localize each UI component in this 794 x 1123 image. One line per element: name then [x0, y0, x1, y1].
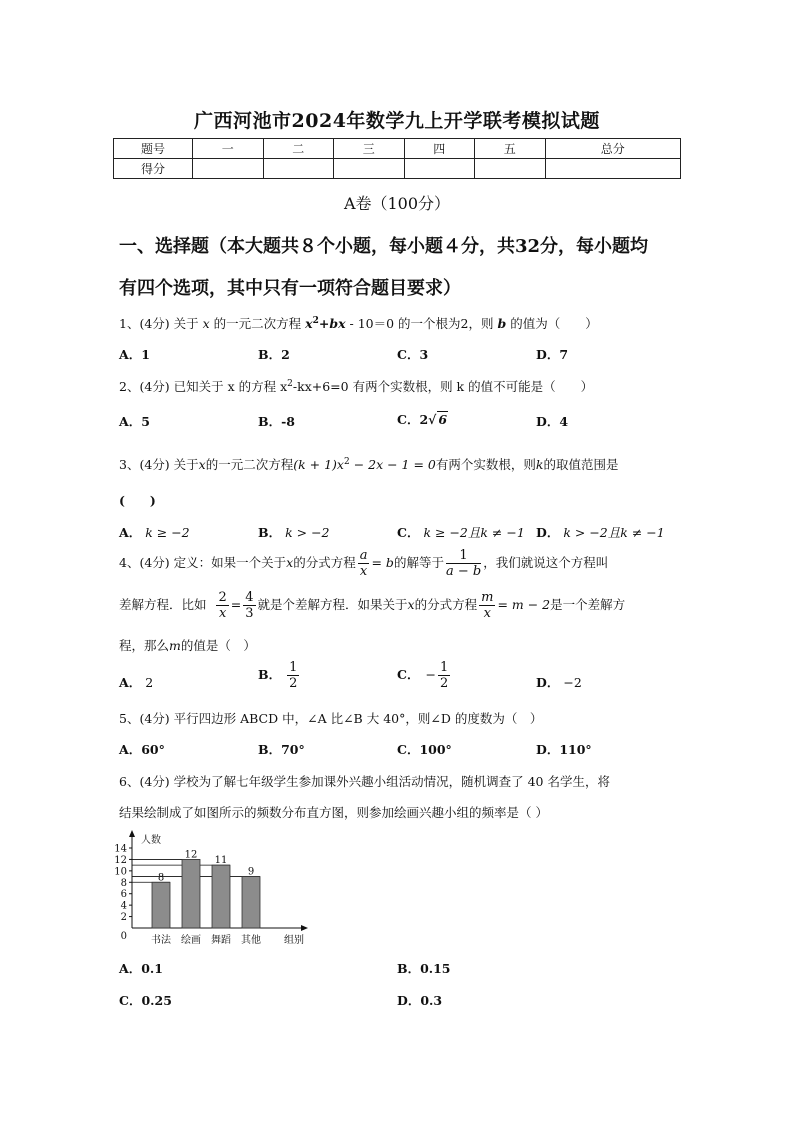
q4-text: 程，那么 [119, 638, 170, 653]
q1-text: 的一元二次方程 [209, 316, 306, 331]
q1-option-c[interactable]: C．3 [397, 347, 429, 362]
y-tick-label: 8 [120, 877, 127, 889]
q3-opt-math: k ≥ −2且k ≠ −1 [423, 525, 525, 540]
section-heading-line2: 有四个选项，其中只有一项符合题目要求） [119, 278, 461, 299]
q5-option-b[interactable]: B．70° [258, 742, 305, 757]
y-tick-label: 14 [114, 843, 127, 855]
q3-text: 3、(4分) 关于 [119, 457, 199, 472]
q1-eq: 2 [312, 315, 319, 326]
q1-eq: x [305, 316, 313, 331]
frac-den: x [483, 606, 491, 621]
q4-opt-fraction [287, 660, 299, 691]
q4-opt-label: B． [258, 667, 282, 682]
q3-opt-math: k > −2且k ≠ −1 [563, 525, 665, 540]
q4-eq: = m − 2 [497, 597, 551, 612]
histogram-bar [152, 882, 170, 928]
question-2-stem [119, 377, 593, 395]
q1-var: x [202, 316, 210, 331]
q3-text: 的一元二次方程 [205, 457, 294, 472]
q1-eq: b [329, 316, 339, 331]
q4-fraction [216, 590, 228, 621]
question-3-stem [119, 455, 619, 473]
frac-num: 1 [446, 548, 481, 564]
frac-den: x [218, 606, 227, 621]
score-header-cell: 总分 [545, 139, 681, 159]
q4-eq: = b [371, 555, 394, 570]
q4-fraction [358, 548, 370, 579]
q3-opt-math: k > −2 [285, 525, 330, 540]
q2-option-d[interactable]: D．4 [536, 414, 569, 429]
section-subtitle: A卷（100分） [343, 194, 451, 213]
q4-text: 就是个差解方程．如果关于 [257, 597, 408, 612]
score-header-cell: 一 [193, 139, 264, 159]
score-table-header-row [114, 139, 681, 159]
q2-option-c-label: C．2 [397, 412, 429, 427]
q1-var: b [497, 316, 507, 331]
q3-opt-label: C． [397, 525, 420, 540]
q1-text: - 10＝0 的一个根为2，则 [345, 316, 498, 331]
score-table [113, 138, 681, 179]
q4-text: 是一个差解方 [550, 597, 626, 612]
q1-text: 1、(4分) 关于 [119, 316, 203, 331]
y-tick-label: 4 [120, 900, 127, 912]
q4-fraction [479, 590, 495, 621]
bar-value-label: 11 [214, 855, 228, 867]
frac-den: 3 [245, 606, 254, 621]
q3-opt-label: D． [536, 525, 560, 540]
q4-option-a[interactable] [119, 673, 153, 691]
q5-option-a[interactable]: A．60° [119, 742, 165, 757]
score-cell[interactable] [263, 159, 334, 179]
y-tick-label: 6 [120, 889, 127, 901]
question-4-line3 [119, 636, 256, 654]
q3-var: k [535, 457, 544, 472]
frac-num: 1 [439, 660, 449, 675]
q4-var: x [286, 555, 294, 570]
q4-opt-value: 2 [145, 675, 154, 690]
question-1-stem [119, 314, 598, 332]
question-6-line2: 结果绘制成了如图所示的频数分布直方图，则参加绘画兴趣小组的频率是（ ） [119, 805, 548, 820]
y-tick-label: 12 [114, 854, 127, 866]
q2-option-a[interactable]: A．5 [119, 414, 150, 429]
score-header-cell: 三 [334, 139, 405, 159]
section-heading-line1: 一、选择题（本大题共８个小题，每小题４分，共32分，每小题均 [119, 236, 649, 257]
q3-option-c[interactable] [397, 523, 525, 541]
score-cell[interactable] [545, 159, 681, 179]
x-axis-label: 组别 [284, 935, 304, 946]
frac-den: 2 [439, 676, 449, 691]
q3-var: x [198, 457, 206, 472]
q2-text: 2、(4分) 已知关于 x 的方程 x [119, 379, 288, 394]
score-table-row [114, 159, 681, 179]
score-cell[interactable] [193, 159, 264, 179]
q6-option-d[interactable]: D．0.3 [397, 993, 443, 1008]
q6-option-c[interactable]: C．0.25 [119, 993, 172, 1008]
q3-opt-label: A． [119, 525, 142, 540]
q3-text: 有两个实数根，则 [435, 457, 536, 472]
q4-text: 的分式方程 [293, 555, 356, 570]
q4-var: x [407, 597, 415, 612]
q1-option-d[interactable]: D．7 [536, 347, 569, 362]
bar-value-label: 12 [184, 849, 198, 861]
question-6-line1: 6、(4分) 学校为了解七年级学生参加课外兴趣小组活动情况，随机调查了 40 名学生，将 [119, 774, 610, 789]
x-axis-arrow [301, 925, 308, 931]
score-cell[interactable] [404, 159, 475, 179]
q2-option-b[interactable]: B．-8 [258, 414, 295, 429]
q3-eq: (k + 1)x [293, 457, 344, 472]
y-axis-arrow [129, 830, 135, 837]
score-row-label: 得分 [114, 159, 193, 179]
score-header-cell: 五 [475, 139, 546, 159]
q2-sqrt-radicand: 6 [438, 412, 448, 427]
q4-opt-label: A． [119, 675, 142, 690]
q1-option-b[interactable]: B．2 [258, 347, 290, 362]
q4-text: 的值是（ ） [180, 638, 256, 653]
y-tick-label: 2 [120, 912, 127, 924]
q4-option-c[interactable] [397, 660, 452, 691]
q5-option-c[interactable]: C．100° [397, 742, 452, 757]
frac-num: 1 [289, 660, 298, 675]
q2-option-c[interactable]: C．2√ 6 [397, 412, 448, 427]
category-label: 舞蹈 [211, 935, 231, 946]
q3-text: 的取值范围是 [543, 457, 619, 472]
q6-option-b[interactable]: B．0.15 [397, 961, 451, 976]
frac-num: 4 [245, 590, 254, 605]
q4-text: ，我们就说这个方程叫 [483, 555, 609, 570]
q4-opt-label: C． [397, 667, 420, 682]
q3-eq: − 2x − 1 = 0 [349, 457, 436, 472]
q4-text: 的分式方程 [414, 597, 478, 612]
q4-opt-value: −2 [563, 675, 582, 690]
q4-opt-label: D． [536, 675, 560, 690]
q4-text: 的解等于 [393, 555, 444, 570]
q3-opt-math: k ≥ −2 [145, 525, 190, 540]
q3-option-d[interactable] [536, 523, 665, 541]
q3-option-b[interactable] [258, 523, 330, 541]
q1-eq: x [338, 316, 346, 331]
q1-eq: + [318, 316, 330, 331]
frac-num: 2 [218, 590, 227, 605]
q4-fraction [446, 548, 481, 579]
histogram-bar [212, 865, 230, 928]
question-4-line2 [119, 590, 625, 621]
page-title: 广西河池市2024年数学九上开学联考模拟试题 [194, 110, 600, 132]
histogram-bar [182, 859, 200, 928]
bar-value-label: 8 [157, 872, 165, 884]
q4-text: 差解方程．比如 [119, 597, 207, 612]
category-label: 绘画 [181, 935, 201, 946]
q1-option-a[interactable]: A．1 [119, 347, 150, 362]
score-cell[interactable] [475, 159, 546, 179]
score-cell[interactable] [334, 159, 405, 179]
q4-option-d[interactable] [536, 673, 582, 691]
q3-opt-label: B． [258, 525, 282, 540]
y-tick-label: 10 [114, 866, 127, 878]
bar-value-label: 9 [247, 866, 255, 878]
q4-fraction [243, 590, 255, 621]
score-header-cell: 四 [404, 139, 475, 159]
q4-opt-sign: − [425, 667, 436, 682]
q3-paren: ( ) [119, 493, 156, 508]
score-header-cell: 二 [263, 139, 334, 159]
q5-option-d[interactable]: D．110° [536, 742, 592, 757]
q4-var: m [169, 638, 181, 653]
frac-den: 2 [289, 676, 298, 691]
category-label: 其他 [241, 935, 261, 946]
q6-option-a[interactable]: A．0.1 [119, 961, 163, 976]
q2-text: -kx+6=0 有两个实数根，则 k 的值不可能是（ ） [292, 379, 594, 394]
y-axis-label: 人数 [141, 835, 161, 846]
frac-num: a [359, 548, 368, 563]
q2-exp: 2 [287, 378, 293, 389]
histogram-bar [242, 877, 260, 928]
frac-num: m [481, 590, 494, 605]
q4-opt-fraction [438, 660, 450, 691]
q3-option-a[interactable] [119, 523, 190, 541]
frac-den: x [359, 564, 368, 579]
score-header-cell: 题号 [114, 139, 193, 159]
y-tick-label: 0 [120, 931, 127, 942]
histogram-chart [112, 828, 322, 950]
q1-text: 的值为（ ） [506, 316, 598, 331]
question-5-stem: 5、(4分) 平行四边形 ABCD 中，∠A 比∠B 大 40°，则∠D 的度数为（ ） [119, 711, 543, 726]
category-label: 书法 [151, 935, 171, 946]
q3-eq: 2 [343, 456, 350, 467]
question-4-line1 [119, 548, 608, 579]
q4-eq: = [230, 597, 242, 612]
frac-den: a − b [445, 564, 482, 579]
q4-option-b[interactable] [258, 660, 301, 691]
q4-text: 4、(4分) 定义：如果一个关于 [119, 555, 287, 570]
